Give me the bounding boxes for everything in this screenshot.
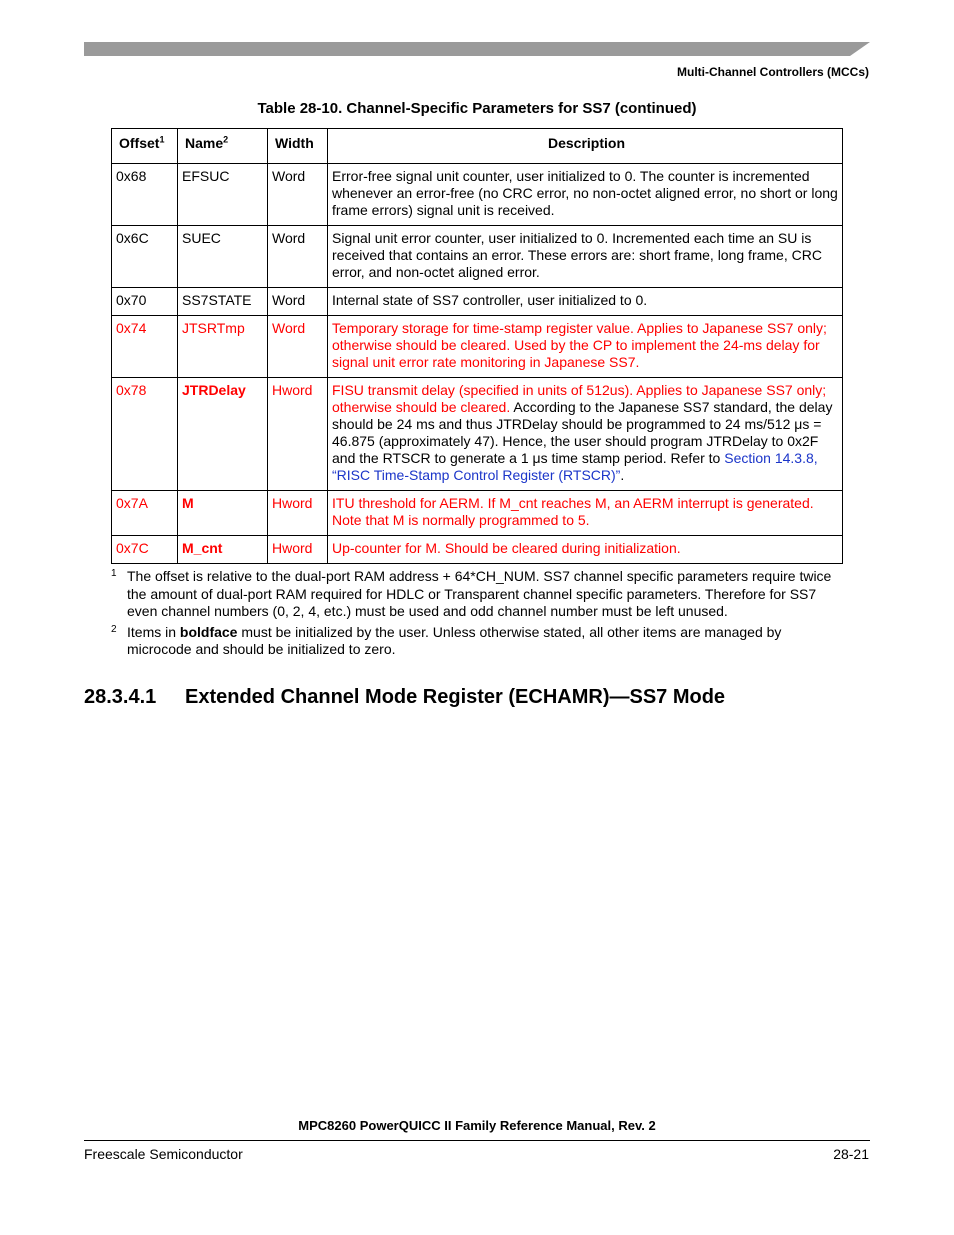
cell-width: Word (268, 164, 328, 226)
cell-width: Word (268, 226, 328, 288)
cell-description: Signal unit error counter, user initialized to 0. Incremented each time an SU is received that contains an error. These errors are: short frame, long frame, CRC error, and non-octet aligned error. (328, 226, 843, 288)
cell-offset: 0x70 (112, 288, 178, 316)
page-number: 28-21 (833, 1146, 869, 1162)
col-width: Width (268, 129, 328, 164)
table-row (112, 536, 843, 564)
cell-width: Word (268, 288, 328, 316)
cell-name: M (178, 491, 268, 536)
footnote-2 (111, 624, 843, 659)
footer-title: MPC8260 PowerQUICC II Family Reference Manual, Rev. 2 (298, 1118, 656, 1133)
cell-offset: 0x6C (112, 226, 178, 288)
footer-company: Freescale Semiconductor (84, 1146, 243, 1162)
table-header-row (112, 129, 843, 164)
cell-description: Up-counter for M. Should be cleared during initialization. (328, 536, 843, 564)
cell-width: Hword (268, 536, 328, 564)
footnote-mark: 2 (111, 623, 117, 635)
desc-red-text: FISU transmit delay (specified in units of 512us). Applies to Japanese SS7 only; otherwise should be cleared. (332, 382, 827, 415)
table-row (112, 164, 843, 226)
cell-description: Error-free signal unit counter, user initialized to 0. The counter is incremented whenever an error-free (no CRC error, no non-octet aligned error, no short or long frame errors) signal unit is received. (328, 164, 843, 226)
running-head: Multi-Channel Controllers (MCCs) (677, 65, 869, 79)
table-row (112, 316, 843, 378)
footnote-1 (111, 568, 843, 621)
cell-offset: 0x74 (112, 316, 178, 378)
cell-offset: 0x7A (112, 491, 178, 536)
footnote-mark: 1 (111, 568, 117, 579)
cell-description: Temporary storage for time-stamp register value. Applies to Japanese SS7 only; otherwise should be cleared. Used by the CP to implement the 24-ms delay for signal unit error rate monitoring in Japanese SS7. (328, 316, 843, 378)
cell-name: EFSUC (178, 164, 268, 226)
footnote-text-end: must be initialized by the user. Unless otherwise stated, all other items are managed by microcode and should be initialized to zero. (127, 623, 782, 657)
cell-description: Internal state of SS7 controller, user initialized to 0. (328, 288, 843, 316)
cell-name: SUEC (178, 226, 268, 288)
parameters-table (111, 128, 843, 564)
footnotes (111, 568, 843, 662)
footer-divider (84, 1140, 870, 1141)
cell-width: Hword (268, 491, 328, 536)
cell-offset: 0x7C (112, 536, 178, 564)
section-title: Extended Channel Mode Register (ECHAMR)—SS7 Mode (185, 686, 726, 708)
table-row (112, 288, 843, 316)
section-number: 28.3.4.1 (84, 686, 157, 708)
cell-width: Hword (268, 378, 328, 491)
cell-name: JTSRTmp (178, 316, 268, 378)
table-title: Table 28-10. Channel-Specific Parameters for SS7 (continued) (257, 100, 697, 117)
cell-description (328, 378, 843, 491)
desc-end: . (620, 467, 625, 483)
cell-name: SS7STATE (178, 288, 268, 316)
footnote-text: Items in (127, 623, 180, 640)
table-row (112, 491, 843, 536)
col-name: Name$^2$ (178, 129, 268, 164)
desc-text: According to the Japanese SS7 standard, the delay should be 24 ms and thus JTRDelay should be programmed to 24 ms/512 μs = 46.875 (approximately 47). Hence, the user should program JTRDelay to 0x2F and the RTSCR to generate a 1 μs time stamp period. Refer to (332, 399, 833, 466)
header-bar (84, 42, 870, 56)
cell-name: JTRDelay (178, 378, 268, 491)
table-row (112, 378, 843, 491)
footnote-text: The offset is relative to the dual-port RAM address + 64*CH_NUM. SS7 channel specific parameters require twice the amount of dual-port RAM required for HDLC or Transparent channel specific parameters. Therefore for SS7 even channel numbers (0, 2, 4, etc.) must be used and odd channel number must be left unused. (127, 568, 832, 619)
section-heading (84, 686, 725, 709)
table-row (112, 226, 843, 288)
cell-width: Word (268, 316, 328, 378)
footnote-bold: boldface (179, 623, 238, 640)
cell-name: M_cnt (178, 536, 268, 564)
cell-offset: 0x78 (112, 378, 178, 491)
cell-offset: 0x68 (112, 164, 178, 226)
section-link[interactable]: Section 14.3.8, “RISC Time-Stamp Control Register (RTSCR)” (332, 450, 818, 483)
col-offset: Offset$^1$ (112, 129, 178, 164)
cell-description: ITU threshold for AERM. If M_cnt reaches M, an AERM interrupt is generated. Note that M is normally programmed to 5. (328, 491, 843, 536)
col-description: Description (328, 129, 843, 164)
